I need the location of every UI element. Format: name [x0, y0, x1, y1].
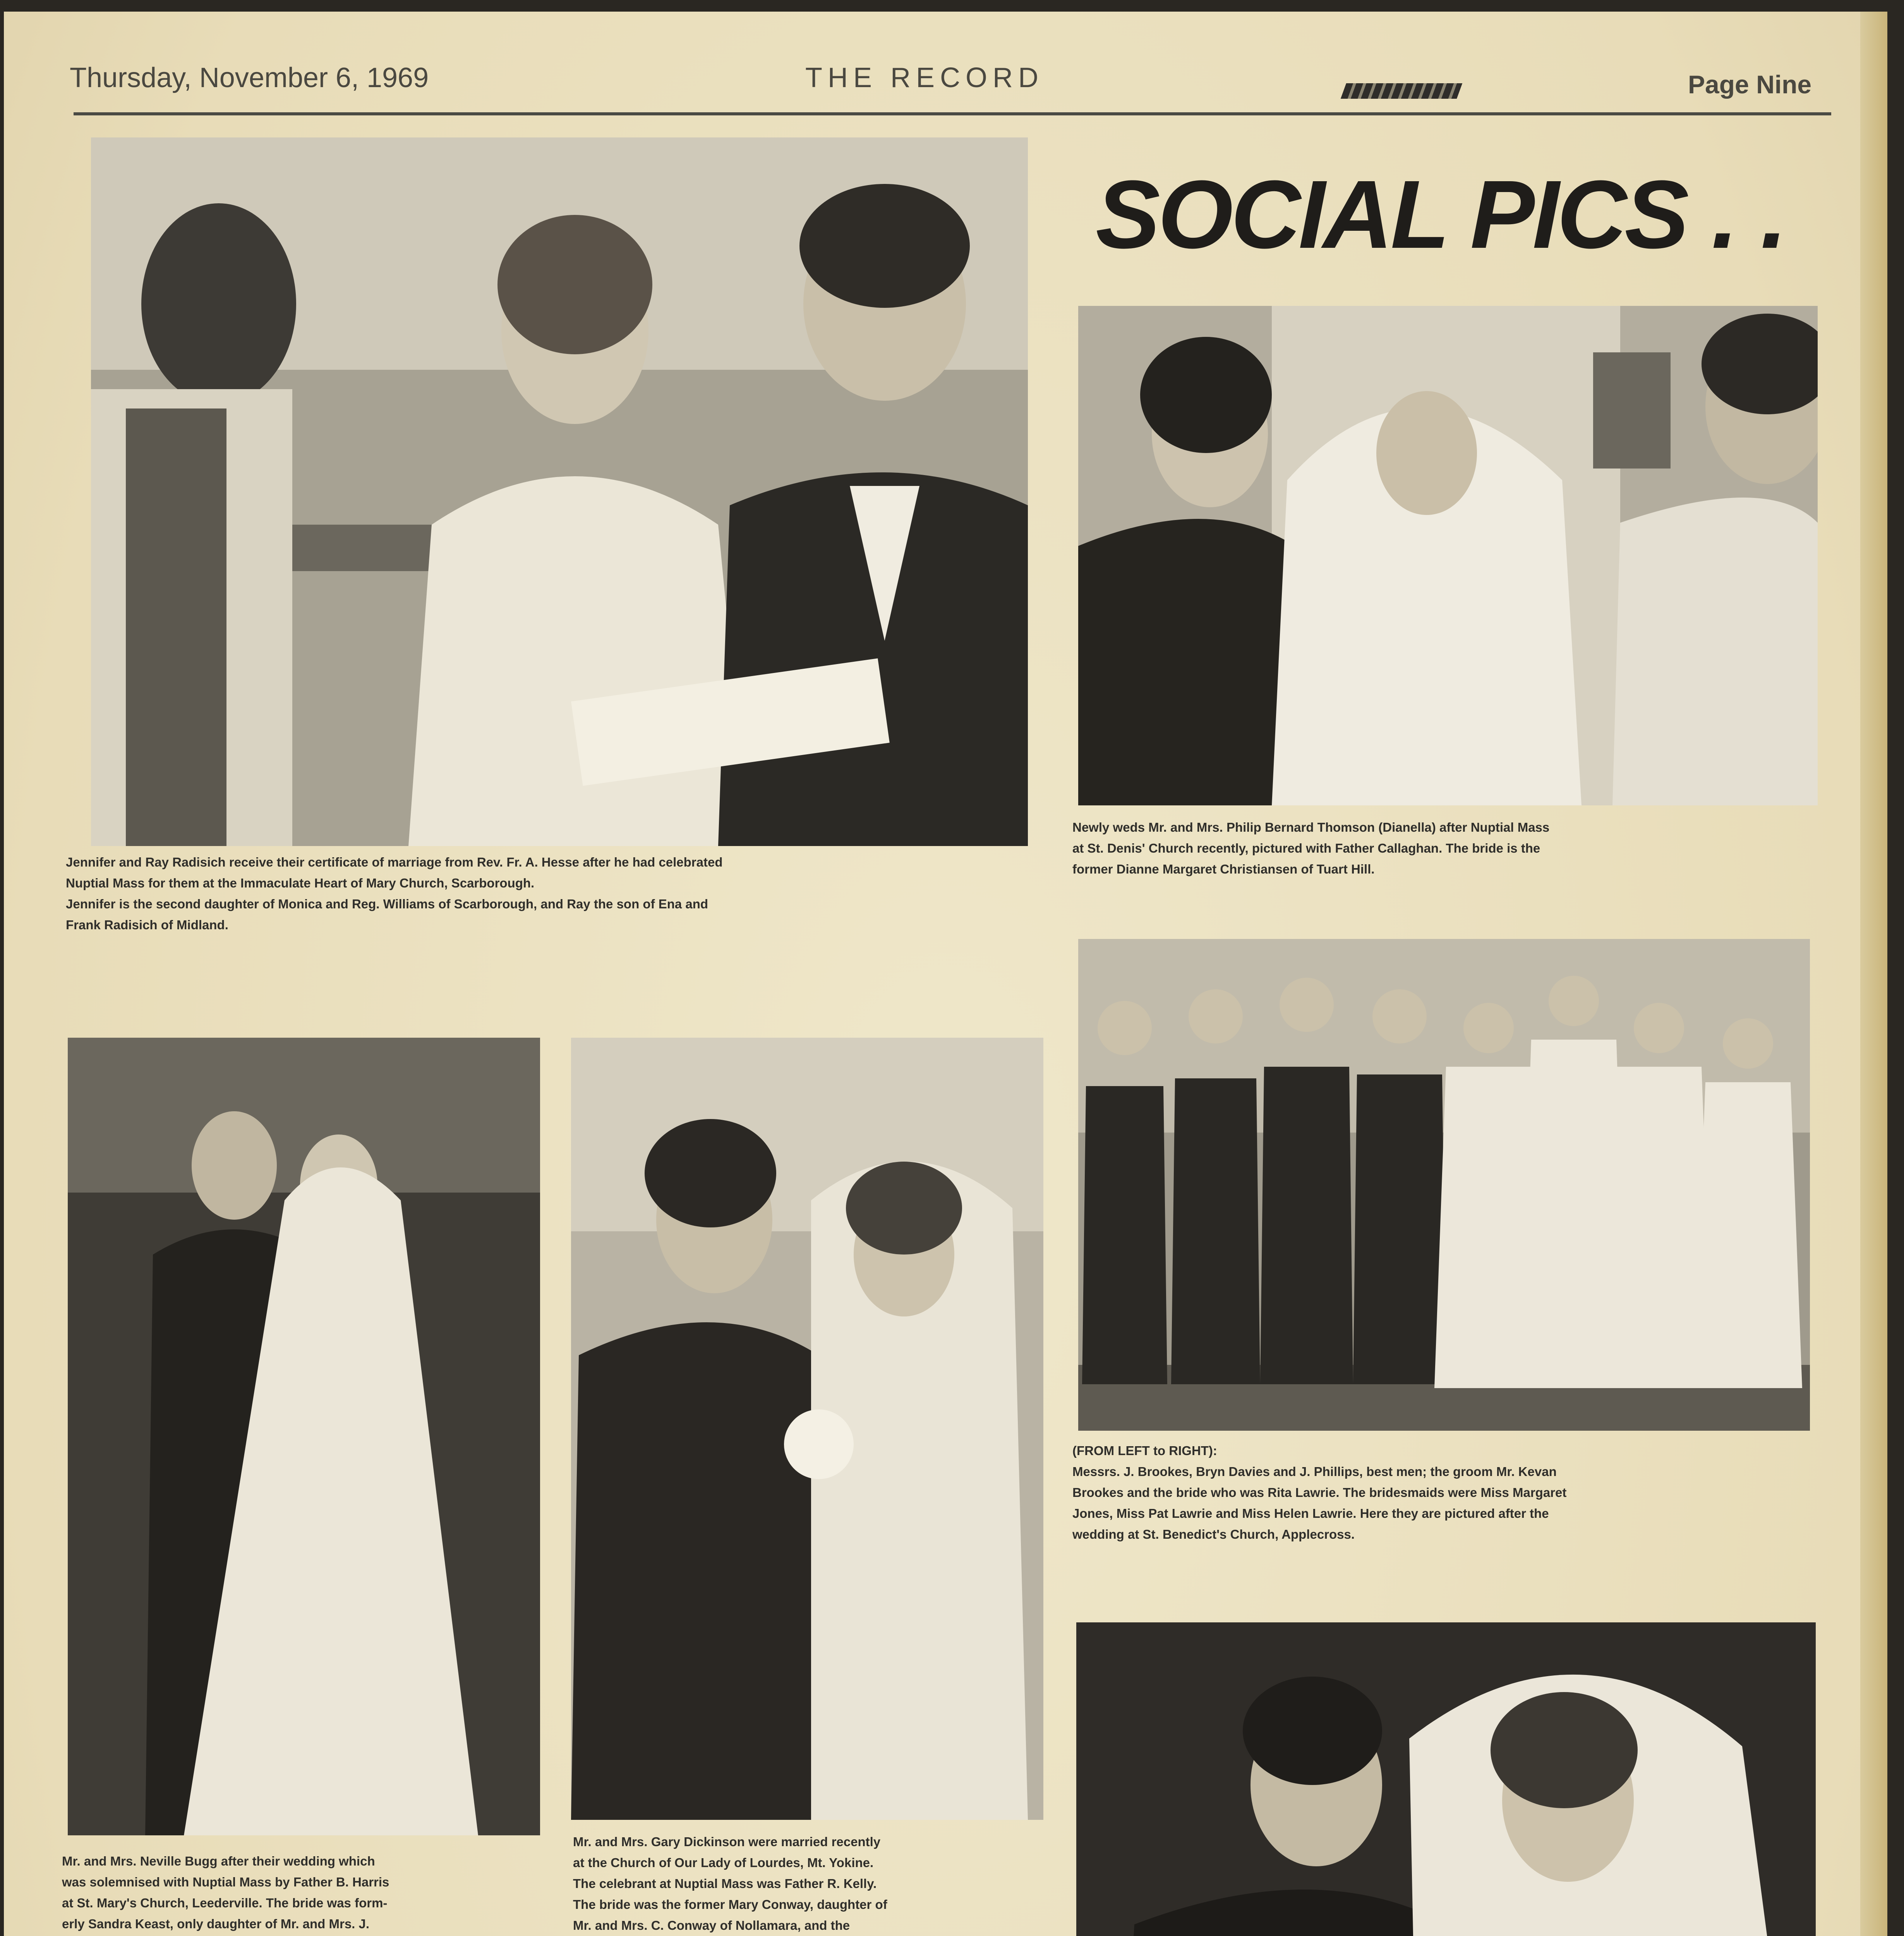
caption-line: erly Sandra Keast, only daughter of Mr. and Mrs. J. — [62, 1917, 370, 1931]
caption-line: Jennifer is the second daughter of Monica and Reg. Williams of Scarborough, and Ray the son of Ena and — [66, 897, 708, 911]
masthead-rule — [74, 112, 1831, 115]
photo-brookes-image — [1078, 939, 1810, 1431]
photo-thomson-wedding — [1078, 306, 1818, 805]
caption-line: Mr. and Mrs. C. Conway of Nollamara, and the — [573, 1918, 850, 1933]
photo-dickinson-wedding — [571, 1038, 1043, 1820]
caption-line: Messrs. J. Brookes, Bryn Davies and J. Phillips, best men; the groom Mr. Kevan — [1072, 1464, 1557, 1479]
photo-dickinson-image — [571, 1038, 1043, 1820]
section-title: SOCIAL PICS . . — [1096, 160, 1785, 268]
caption-line: at St. Mary's Church, Leederville. The bride was form- — [62, 1896, 388, 1910]
caption-line: Jones, Miss Pat Lawrie and Miss Helen Lawrie. Here they are pictured after the — [1072, 1506, 1549, 1521]
caption-brookes — [1072, 1440, 1820, 1545]
caption-line: Jennifer and Ray Radisich receive their certificate of marriage from Rev. Fr. A. Hesse after he had celebrated — [66, 855, 723, 869]
publication-name: THE RECORD — [805, 62, 1044, 93]
photo-radisich-wedding — [91, 137, 1028, 846]
caption-line: former Dianne Margaret Christiansen of Tuart Hill. — [1072, 862, 1375, 876]
caption-line: The bride was the former Mary Conway, daughter of — [573, 1897, 887, 1912]
caption-line: at the Church of Our Lady of Lourdes, Mt. Yokine. — [573, 1855, 874, 1870]
photo-bugg-wedding — [68, 1038, 540, 1835]
page-number: Page Nine — [1688, 70, 1812, 99]
page-edge — [1860, 12, 1887, 1936]
caption-line: was solemnised with Nuptial Mass by Father B. Harris — [62, 1875, 389, 1889]
caption-line: Nuptial Mass for them at the Immaculate Heart of Mary Church, Scarborough. — [66, 876, 535, 890]
newspaper-page — [4, 12, 1887, 1936]
caption-line: (FROM LEFT to RIGHT): — [1072, 1443, 1217, 1458]
masthead-logo-mark — [1341, 83, 1463, 99]
caption-thomson — [1072, 817, 1820, 880]
caption-radisich — [66, 852, 1049, 935]
caption-line: at St. Denis' Church recently, pictured with Father Callaghan. The bride is the — [1072, 841, 1540, 855]
caption-line — [62, 1934, 546, 1936]
caption-line: Newly weds Mr. and Mrs. Philip Bernard Thomson (Dianella) after Nuptial Mass — [1072, 820, 1550, 834]
caption-line: Mr. and Mrs. Gary Dickinson were married recently — [573, 1835, 881, 1849]
photo-cole-image — [1076, 1622, 1816, 1936]
photo-radisich-image — [91, 137, 1028, 846]
photo-cole-wedding — [1076, 1622, 1816, 1936]
issue-date: Thursday, November 6, 1969 — [70, 62, 429, 93]
caption-bugg — [62, 1851, 546, 1936]
photo-brookes-wedding-party — [1078, 939, 1810, 1431]
caption-dickinson — [573, 1831, 1053, 1936]
photo-thomson-image — [1078, 306, 1818, 805]
photo-bugg-image — [68, 1038, 540, 1835]
caption-line: The celebrant at Nuptial Mass was Father R. Kelly. — [573, 1876, 877, 1891]
caption-line: Brookes and the bride who was Rita Lawrie. The bridesmaids were Miss Margaret — [1072, 1485, 1567, 1500]
caption-line: wedding at St. Benedict's Church, Applecross. — [1072, 1527, 1355, 1541]
caption-line: Frank Radisich of Midland. — [66, 918, 228, 932]
caption-line: Mr. and Mrs. Neville Bugg after their wedding which — [62, 1854, 375, 1868]
